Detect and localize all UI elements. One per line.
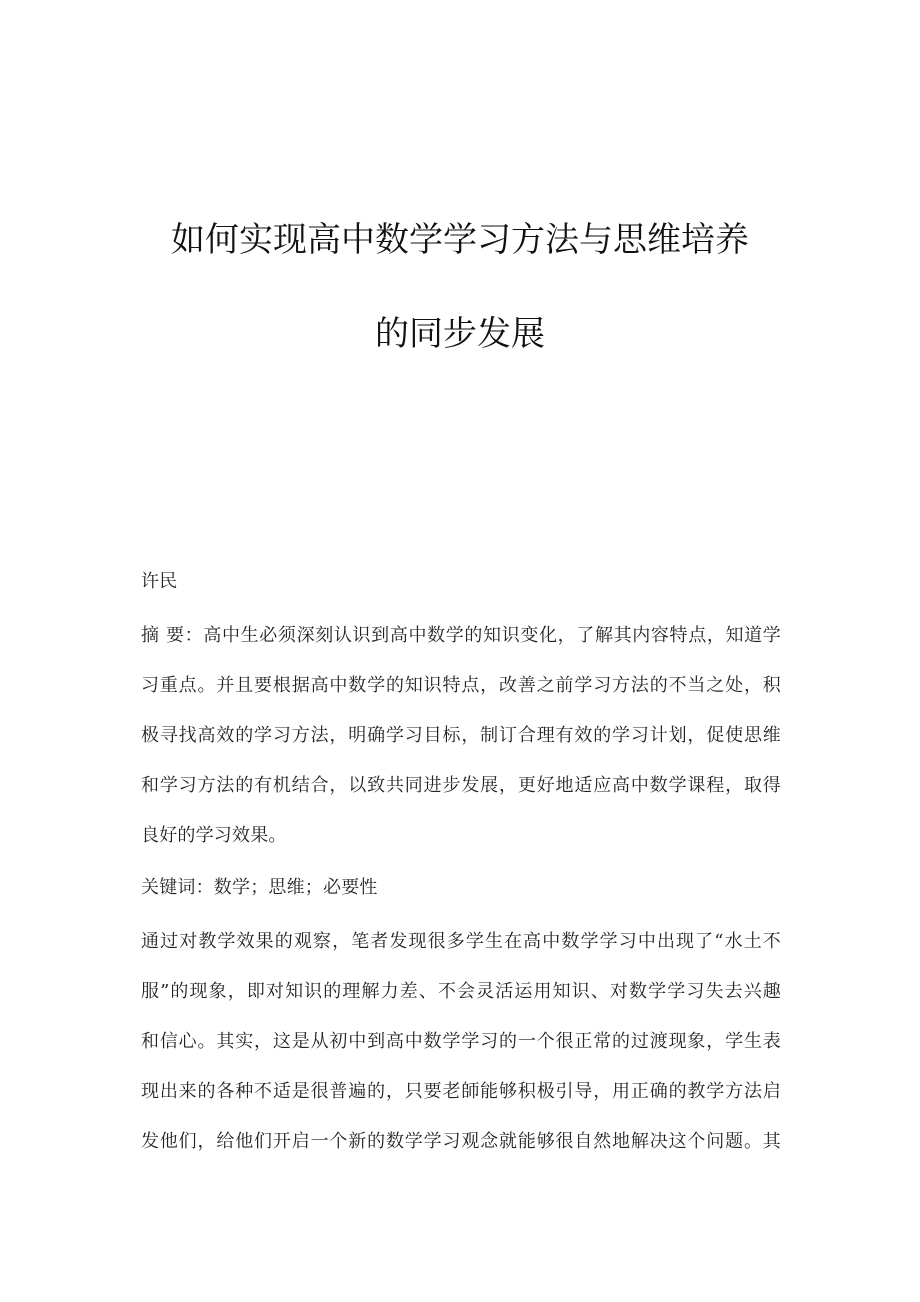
intro-line: 通过对教学效果的观察，笔者发现很多学生在高中数学学习中出现了“水土不 bbox=[141, 931, 781, 952]
intro-line: 服”的现象，即对知识的理解力差、不会灵活运用知识、对数学学习失去兴趣 bbox=[141, 981, 781, 1002]
abstract-line: 习重点。并且要根据高中数学的知识特点，改善之前学习方法的不当之处，积 bbox=[141, 675, 781, 696]
intro-line: 现出来的各种不适是很普遍的，只要老師能够积极引导，用正确的教学方法启 bbox=[141, 1081, 781, 1102]
title-line-1: 如何实现高中数学学习方法与思维培养 bbox=[171, 220, 749, 260]
abstract-line: 和学习方法的有机结合，以致共同进步发展，更好地适应高中数学课程，取得 bbox=[141, 775, 781, 796]
abstract-paragraph bbox=[141, 622, 781, 872]
abstract-line: 极寻找高效的学习方法，明确学习目标，制订合理有效的学习计划，促使思维 bbox=[141, 725, 781, 746]
intro-line: 和信心。其实，这是从初中到高中数学学习的一个很正常的过渡现象，学生表 bbox=[141, 1031, 781, 1052]
abstract-line: 良好的学习效果。 bbox=[141, 825, 287, 846]
abstract-line: 摘 要：高中生必须深刻认识到高中数学的知识变化，了解其内容特点，知道学 bbox=[141, 625, 781, 646]
intro-line: 发他们，给他们开启一个新的数学学习观念就能够很自然地解决这个问题。其 bbox=[141, 1131, 781, 1152]
title-line-2: 的同步发展 bbox=[375, 314, 545, 354]
author-line bbox=[141, 568, 781, 618]
keywords-line bbox=[141, 874, 781, 924]
keywords-text: 关键词：数学；思维；必要性 bbox=[141, 877, 378, 898]
author-name: 许民 bbox=[141, 571, 178, 592]
intro-paragraph bbox=[141, 928, 781, 1178]
